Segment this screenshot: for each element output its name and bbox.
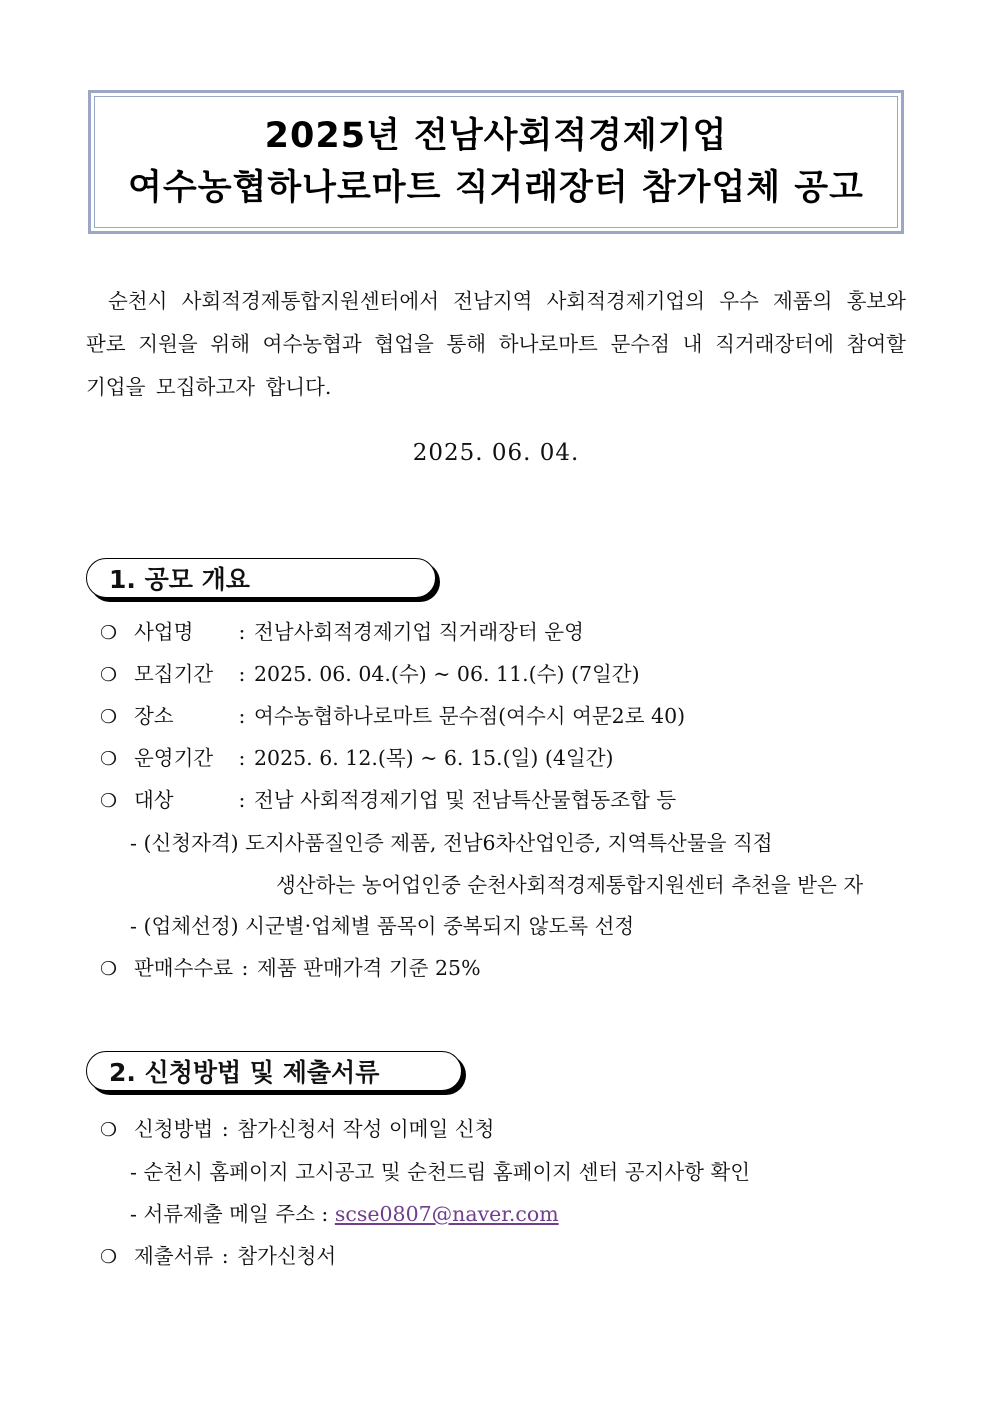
item-label: 판매수수료 [134, 956, 234, 980]
bullet-circle-icon: ❍ [100, 958, 118, 980]
item-value: 2025. 06. 04.(수) ~ 06. 11.(수) (7일간) [254, 662, 640, 686]
colon-separator: : [238, 746, 246, 770]
item-value: 전남 사회적경제기업 및 전남특산물협동조합 등 [254, 788, 677, 812]
bullet-circle-icon: ❍ [100, 622, 118, 644]
item-label: 제출서류 [134, 1244, 214, 1268]
overview-item-target [100, 785, 676, 816]
email-line [130, 1199, 559, 1229]
overview-item-business-name [100, 617, 584, 648]
item-label: 대상 [134, 788, 174, 812]
item-label: 모집기간 [134, 662, 214, 686]
item-value: 참가신청서 작성 이메일 신청 [237, 1117, 495, 1141]
colon-separator: : [238, 704, 246, 728]
colon-separator: : [241, 956, 249, 980]
bullet-circle-icon: ❍ [100, 1246, 118, 1268]
section-1-heading-text: 1. 공모 개요 [109, 565, 250, 594]
colon-separator: : [238, 788, 246, 812]
colon-separator: : [238, 620, 246, 644]
colon-separator: : [238, 662, 246, 686]
intro-text: 순천시 사회적경제통합지원센터에서 전남지역 사회적경제기업의 우수 제품의 홍보와 판로 지원을 위해 여수농협과 협업을 통해 하나로마트 문수점 내 직거래장터에 참여할 기업을 모집하고자 합니다. [86, 289, 906, 399]
item-value: 전남사회적경제기업 직거래장터 운영 [254, 620, 584, 644]
eligibility-continuation: 생산하는 농어업인중 순천사회적경제통합지원센터 추천을 받은 자 [276, 873, 864, 897]
item-value: 제품 판매가격 기준 25% [257, 956, 481, 980]
overview-item-operating-period [100, 743, 614, 774]
title-line-2: 여수농협하나로마트 직거래장터 참가업체 공고 [128, 168, 864, 208]
title-inner [94, 96, 898, 228]
item-label: 사업명 [134, 620, 194, 644]
bullet-circle-icon: ❍ [100, 790, 118, 812]
section-2-heading [86, 1051, 462, 1091]
eligibility-line: - (신청자격) 도지사품질인증 제품, 전남6차산업인증, 지역특산물을 직접 [130, 831, 773, 855]
notice-date: 2025. 06. 04. [412, 440, 580, 466]
title-box [88, 90, 904, 234]
colon-separator: : [221, 1117, 229, 1141]
item-label: 장소 [134, 704, 174, 728]
item-value: 2025. 6. 12.(목) ~ 6. 15.(일) (4일간) [254, 746, 614, 770]
section-1-heading [86, 558, 436, 598]
section-2-heading-text: 2. 신청방법 및 제출서류 [109, 1058, 380, 1087]
email-label: - 서류제출 메일 주소 : [130, 1202, 335, 1226]
bullet-circle-icon: ❍ [100, 748, 118, 770]
intro-paragraph [86, 280, 906, 409]
bullet-circle-icon: ❍ [100, 1119, 118, 1141]
item-label: 운영기간 [134, 746, 214, 770]
item-value: 참가신청서 [237, 1244, 337, 1268]
application-method-item [100, 1114, 494, 1145]
bullet-circle-icon: ❍ [100, 706, 118, 728]
title-line-1: 2025년 전남사회적경제기업 [264, 116, 728, 156]
documents-item [100, 1241, 336, 1272]
item-label: 신청방법 [134, 1117, 214, 1141]
overview-item-location [100, 701, 685, 732]
selection-line: - (업체선정) 시군별·업체별 품목이 중복되지 않도록 선정 [130, 914, 635, 938]
bullet-circle-icon: ❍ [100, 664, 118, 686]
homepage-notice-line: - 순천시 홈페이지 고시공고 및 순천드림 홈페이지 센터 공지사항 확인 [130, 1160, 751, 1184]
email-link[interactable]: scse0807@naver.com [334, 1202, 559, 1226]
overview-item-fee [100, 953, 481, 984]
colon-separator: : [221, 1244, 229, 1268]
overview-item-recruit-period [100, 659, 640, 690]
item-value: 여수농협하나로마트 문수점(여수시 여문2로 40) [254, 704, 686, 728]
